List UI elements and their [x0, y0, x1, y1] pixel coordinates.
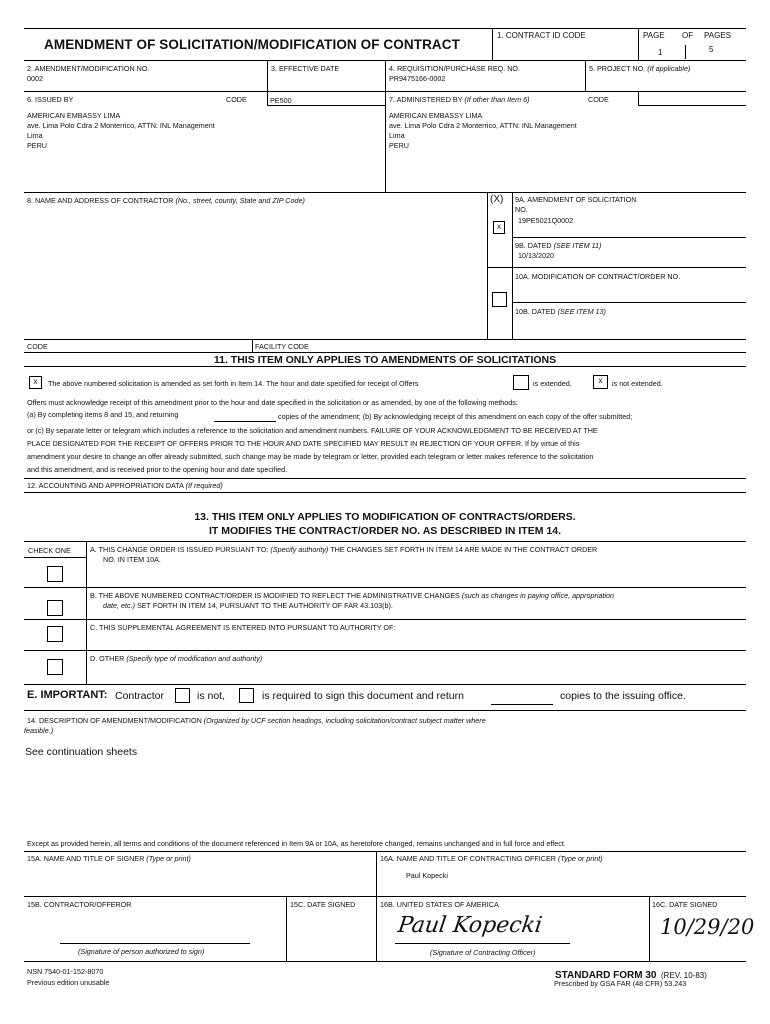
contractor-code-label: CODE [27, 342, 48, 351]
administered-by-label: 7. ADMINISTERED BY (If other than Item 6) [389, 95, 530, 104]
officer-signature-caption: (Signature of Contracting Officer) [430, 948, 536, 957]
amendment-no-value: 0002 [27, 74, 43, 83]
total-pages: 5 [709, 45, 714, 54]
issued-code-value: PE500 [270, 96, 292, 105]
issued-code-label: CODE [226, 95, 247, 104]
form-title: AMENDMENT OF SOLICITATION/MODIFICATION OF CONTRACT [44, 37, 460, 52]
except-statement: Except as provided herein, all terms and conditions of the document referenced in Item 9A or 10A, as heretofore changed, remains unchanged and in full force and effect. [27, 839, 566, 848]
issuer-line-4: PERU [27, 141, 47, 150]
requisition-label: 4. REQUISITION/PURCHASE REQ. NO. [389, 64, 520, 73]
check-one-label: CHECK ONE [28, 546, 71, 555]
not-extended-checkbox[interactable]: x [593, 375, 608, 389]
effective-date-label: 3. EFFECTIVE DATE [271, 64, 340, 73]
extended-checkbox[interactable] [513, 375, 529, 390]
important-copies: copies to the issuing office. [560, 690, 686, 702]
page-number: 1 [658, 48, 663, 57]
issuer-line-2: ave. Lima Polo Cdra 2 Monterrico, ATTN: INL Management [27, 121, 215, 130]
admin-line-4: PERU [389, 141, 409, 150]
usa-label: 16B. UNITED STATES OF AMERICA [380, 900, 499, 909]
s11-para-6: and this amendment, and is received prior to the opening hour and date specified. [27, 465, 288, 474]
x-column-header: (X) [490, 194, 504, 205]
section-13-title-2: IT MODIFIES THE CONTRACT/ORDER NO. AS DESCRIBED IN ITEM 14. [209, 525, 561, 537]
solicitation-number: 19PE5021Q0002 [518, 216, 574, 225]
is-required-checkbox[interactable] [239, 688, 254, 703]
modification-checkbox[interactable] [492, 292, 507, 307]
s13a-line-2: NO. IN ITEM 10A. [103, 555, 161, 564]
officer-name-label: 16A. NAME AND TITLE OF CONTRACTING OFFICER (Type or print) [380, 854, 603, 863]
important-contractor: Contractor [115, 690, 165, 702]
dated-9b-label: 9B. DATED (SEE ITEM 11) [515, 241, 602, 250]
standard-form-name: STANDARD FORM 30 (REV. 10-83) [555, 970, 707, 981]
section-11-title: 11. THIS ITEM ONLY APPLIES TO AMENDMENTS OF SOLICITATIONS [213, 354, 557, 366]
important-label: E. IMPORTANT: [27, 689, 108, 701]
dated-10b-label: 10B. DATED (SEE ITEM 13) [515, 307, 606, 316]
solicitation-amended-checkbox[interactable]: x [29, 376, 42, 389]
other-modification-checkbox[interactable] [47, 659, 63, 675]
nsn-number: NSN 7540-01-152-8070 [27, 967, 104, 976]
admin-line-2: ave. Lima Polo Cdra 2 Monterrico, ATTN: INL Management [389, 121, 577, 130]
change-order-checkbox[interactable] [47, 566, 63, 582]
requisition-value: PR9475166-0002 [389, 74, 446, 83]
pages-label: PAGES [704, 31, 731, 40]
amendment-checkbox[interactable]: x [493, 221, 505, 234]
s13a-line-1: A. THIS CHANGE ORDER IS ISSUED PURSUANT TO: (Specify authority) THE CHANGES SET FORTH IN ITEM 14 ARE MADE IN THE CONTRACT ORDER [90, 545, 598, 554]
facility-code-label: FACILITY CODE [255, 342, 309, 351]
s11-para-2a: (a) By completing items 8 and 15, and returning [27, 410, 179, 419]
admin-line-3: Lima [389, 131, 405, 140]
amendment-no-label: 2. AMENDMENT/MODIFICATION NO. [27, 64, 150, 73]
admin-line-1: AMERICAN EMBASSY LIMA [389, 111, 483, 120]
officer-date-signed: 10/29/20 [660, 915, 755, 939]
description-text: See continuation sheets [25, 746, 138, 758]
extended-label: is extended, [533, 379, 572, 388]
issued-by-label: 6. ISSUED BY [27, 95, 74, 104]
amended-statement: The above numbered solicitation is amended as set forth in Item 14. The hour and date specified for receipt of Offers [48, 379, 419, 388]
prescribed-by: Prescribed by GSA FAR (48 CFR) 53.243 [554, 979, 687, 988]
contractor-label: 8. NAME AND ADDRESS OF CONTRACTOR (No., street, county, State and ZIP Code) [27, 196, 305, 205]
s13d-line: D. OTHER (Specify type of modification and authority) [90, 654, 263, 663]
modification-no-label: 10A. MODIFICATION OF CONTRACT/ORDER NO. [515, 272, 681, 281]
amendment-solicitation-no: NO. [515, 205, 528, 214]
administrative-change-checkbox[interactable] [47, 600, 63, 616]
description-note-2: feasible.) [24, 726, 54, 735]
s13c-line: C. THIS SUPPLEMENTAL AGREEMENT IS ENTERED INTO PURSUANT TO AUTHORITY OF: [90, 623, 396, 632]
admin-code-label: CODE [588, 95, 609, 104]
issuer-line-3: Lima [27, 131, 43, 140]
of-label: OF [682, 31, 694, 40]
s11-para-4: PLACE DESIGNATED FOR THE RECEIPT OF OFFERS PRIOR TO THE HOUR AND DATE SPECIFIED MAY RESULT IN REJECTION OF YOUR OFFER. If by virtue of this [27, 439, 580, 448]
s11-para-2b: copies of the amendment; (b) By acknowledging receipt of this amendment on each copy of the offer submitted; [278, 412, 633, 421]
supplemental-agreement-checkbox[interactable] [47, 626, 63, 642]
person-signature-caption: (Signature of person authorized to sign) [78, 947, 205, 956]
important-is-not: is not, [197, 690, 226, 702]
description-label: 14. DESCRIPTION OF AMENDMENT/MODIFICATION (Organized by UCF section headings, including solicitation/contract subject matter where [27, 716, 486, 725]
officer-name-value: Paul Kopecki [406, 871, 448, 880]
contractor-date-signed-label: 15C. DATE SIGNED [290, 900, 356, 909]
contractor-offeror-label: 15B. CONTRACTOR/OFFEROR [27, 900, 132, 909]
officer-signature: Paul Kopecki [396, 913, 544, 938]
s11-para-3: or (c) By separate letter or telegram which includes a reference to the solicitation and amendment numbers. FAILURE OF YOUR ACKNOWLEDGMENT TO BE RECEIVED AT THE [27, 426, 598, 435]
issuer-line-1: AMERICAN EMBASSY LIMA [27, 111, 121, 120]
accounting-label: 12. ACCOUNTING AND APPROPRIATION DATA (If required) [27, 481, 223, 490]
officer-date-signed-label: 16C. DATE SIGNED [652, 900, 718, 909]
contract-id-label: 1. CONTRACT ID CODE [497, 31, 586, 40]
dated-9b-value: 10/13/2020 [518, 251, 554, 260]
project-no-label: 5. PROJECT NO. (If applicable) [589, 64, 691, 73]
section-13-title-1: 13. THIS ITEM ONLY APPLIES TO MODIFICATION OF CONTRACTS/ORDERS. [194, 511, 576, 523]
is-not-checkbox[interactable] [175, 688, 190, 703]
s13b-line-1: B. THE ABOVE NUMBERED CONTRACT/ORDER IS MODIFIED TO REFLECT THE ADMINISTRATIVE CHANGES (such as changes in paying office, appropriation [90, 591, 615, 600]
important-required: is required to sign this document and return [262, 690, 464, 702]
not-extended-label: is not extended. [612, 379, 663, 388]
s11-para-1: Offers must acknowledge receipt of this amendment prior to the hour and date specified in the solicitation or as amended, by one of the following methods: [27, 398, 518, 407]
signer-name-label: 15A. NAME AND TITLE OF SIGNER (Type or print) [27, 854, 191, 863]
s11-para-5: amendment your desire to change an offer already submitted, such change may be made by telegram or letter, provided each telegram or letter makes reference to the solicitation [27, 452, 594, 461]
amendment-solicitation-label: 9A. AMENDMENT OF SOLICITATION [515, 195, 637, 204]
previous-edition: Previous edition unusable [27, 978, 110, 987]
s13b-line-2: date, etc.) SET FORTH IN ITEM 14, PURSUANT TO THE AUTHORITY OF FAR 43.103(b). [103, 601, 393, 610]
page-label: PAGE [643, 31, 665, 40]
